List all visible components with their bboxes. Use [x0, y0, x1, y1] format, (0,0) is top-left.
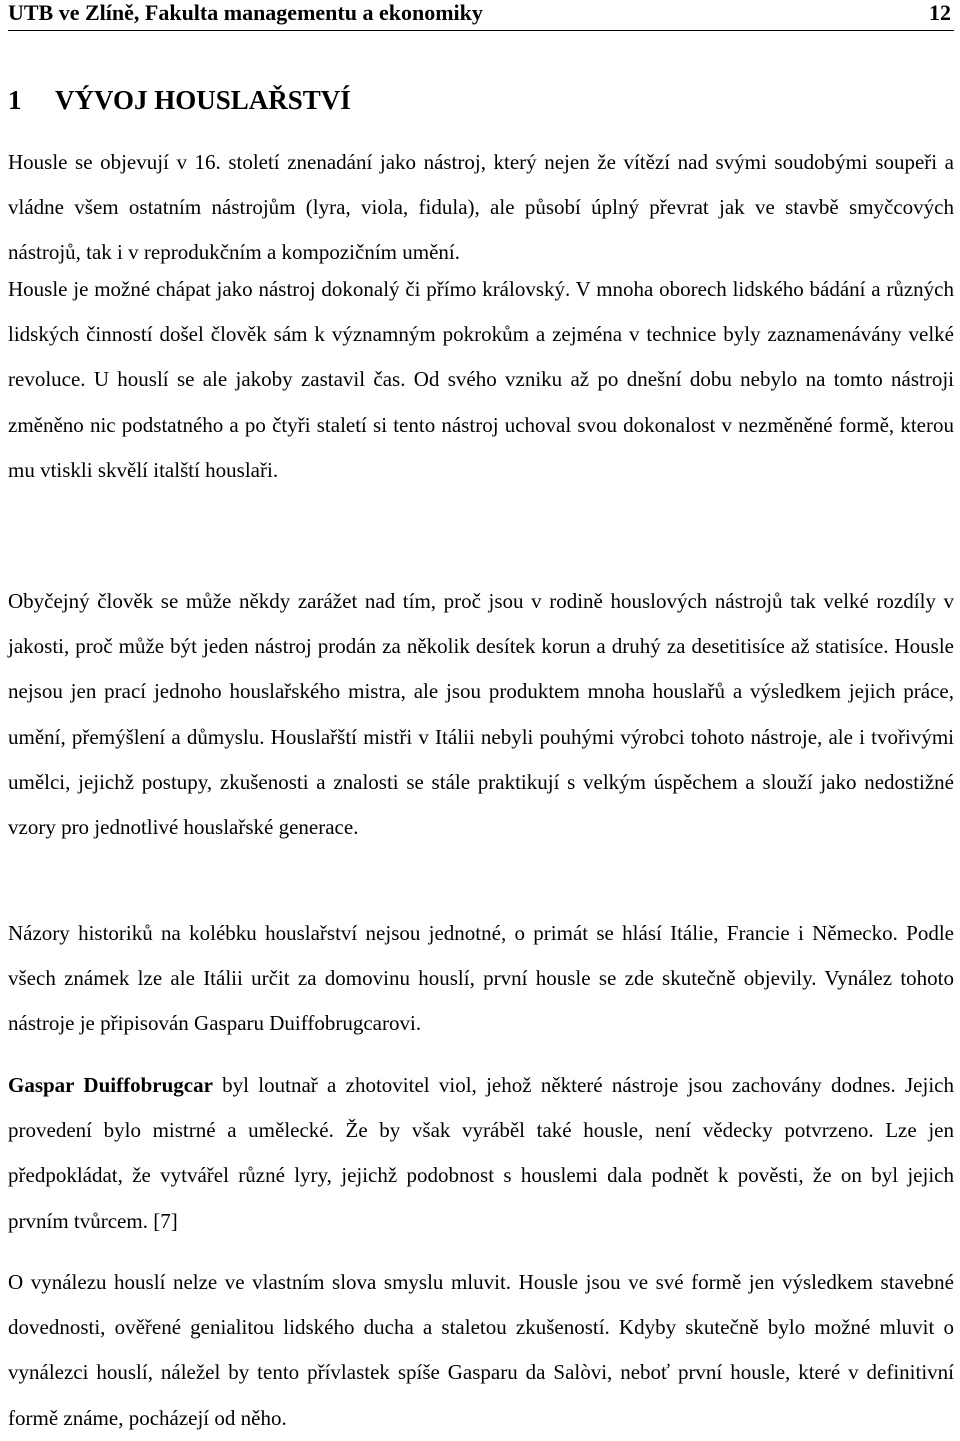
- paragraph: [8, 267, 954, 493]
- paragraph-text: [8, 1063, 954, 1244]
- chapter-number: 1: [8, 85, 22, 115]
- paragraph-text: Housle se objevují v 16. století znenadání jako nástroj, který nejen že vítězí nad svými soudobými soupeři a vládne všem ostatním nástrojům (lyra, viola, fidula), ale působí úplný převrat jak ve stavbě smyčcových nástrojů, tak i v reprodukčním a kompozičním umění.: [8, 150, 954, 265]
- paragraph-text: Názory historiků na kolébku houslařství nejsou jednotné, o primát se hlásí Itálie, Francie i Německo. Podle všech známek lze ale Itálii určit za domovinu houslí, první housle se zde skutečně objevily. Vynález tohoto nástroje je připisován Gasparu Duiffobrugcarovi.: [8, 921, 954, 1036]
- header-title: UTB ve Zlíně, Fakulta managementu a ekonomiky: [8, 0, 483, 25]
- paragraph-continuation: byl loutnař a zhotovitel viol, jehož některé nástroje jsou zachovány dodnes. Jejich provedení bylo mistrné a umělecké. Že by však vyráběl také housle, není vědecky potvrzeno. Lze jen předpokládat, že vytvářel různé lyry, jejichž podobnost s houslemi dala podnět k pověsti, že on byl jejich prvním tvůrcem. [7]: [8, 1073, 954, 1233]
- paragraph: [8, 140, 954, 276]
- paragraph-text: Housle je možné chápat jako nástroj dokonalý či přímo královský. V mnoha oborech lidského bádání a různých lidských činností došel člověk sám k významným pokrokům a zejména v technice byly zaznamenávány velké revoluce. U houslí se ale jakoby zastavil čas. Od svého vzniku až po dnešní dobu nebylo na tomto nástroji změněno nic podstatného a po čtyři staletí si tento nástroj uchoval svou dokonalost v nezměněné formě, kterou mu vtiskli skvělí italští houslaři.: [8, 277, 954, 482]
- chapter-title: VÝVOJ HOUSLAŘSTVÍ: [55, 85, 351, 115]
- document-body: [8, 0, 954, 1432]
- paragraph-text: Obyčejný člověk se může někdy zarážet nad tím, proč jsou v rodině houslových nástrojů tak velké rozdíly v jakosti, proč může být jeden nástroj prodán za několik desítek korun a druhý za desetitisíce až statisíce. Housle nejsou jen prací jednoho houslařského mistra, ale jsou produktem mnoha houslařů a výsledkem jejich práce, umění, přemýšlení a důmyslu. Houslařští mistři v Itálii nebyli pouhými výrobci tohoto nástroje, ale i tvořivými umělci, jejichž postupy, zkušenosti a znalosti se stále praktikují s velkým úspěchem a slouží jako nedostižné vzory pro jednotlivé houslařské generace.: [8, 589, 954, 840]
- paragraph: [8, 1063, 954, 1244]
- paragraph: [8, 1260, 954, 1441]
- paragraph: [8, 579, 954, 850]
- paragraph-text: O vynálezu houslí nelze ve vlastním slova smyslu mluvit. Housle jsou ve své formě jen výsledkem stavebné dovednosti, ověřené genialitou lidského ducha a staletou zkušeností. Kdyby skutečně bylo možné mluvit o vynálezci houslí, náležel by tento přívlastek spíše Gasparu da Salòvi, neboť první housle, které v definitivní formě známe, pocházejí od něho.: [8, 1270, 954, 1430]
- paragraph: [8, 911, 954, 1047]
- person-name: Gaspar Duiffobrugcar: [8, 1073, 213, 1097]
- page-number: 12: [929, 0, 951, 25]
